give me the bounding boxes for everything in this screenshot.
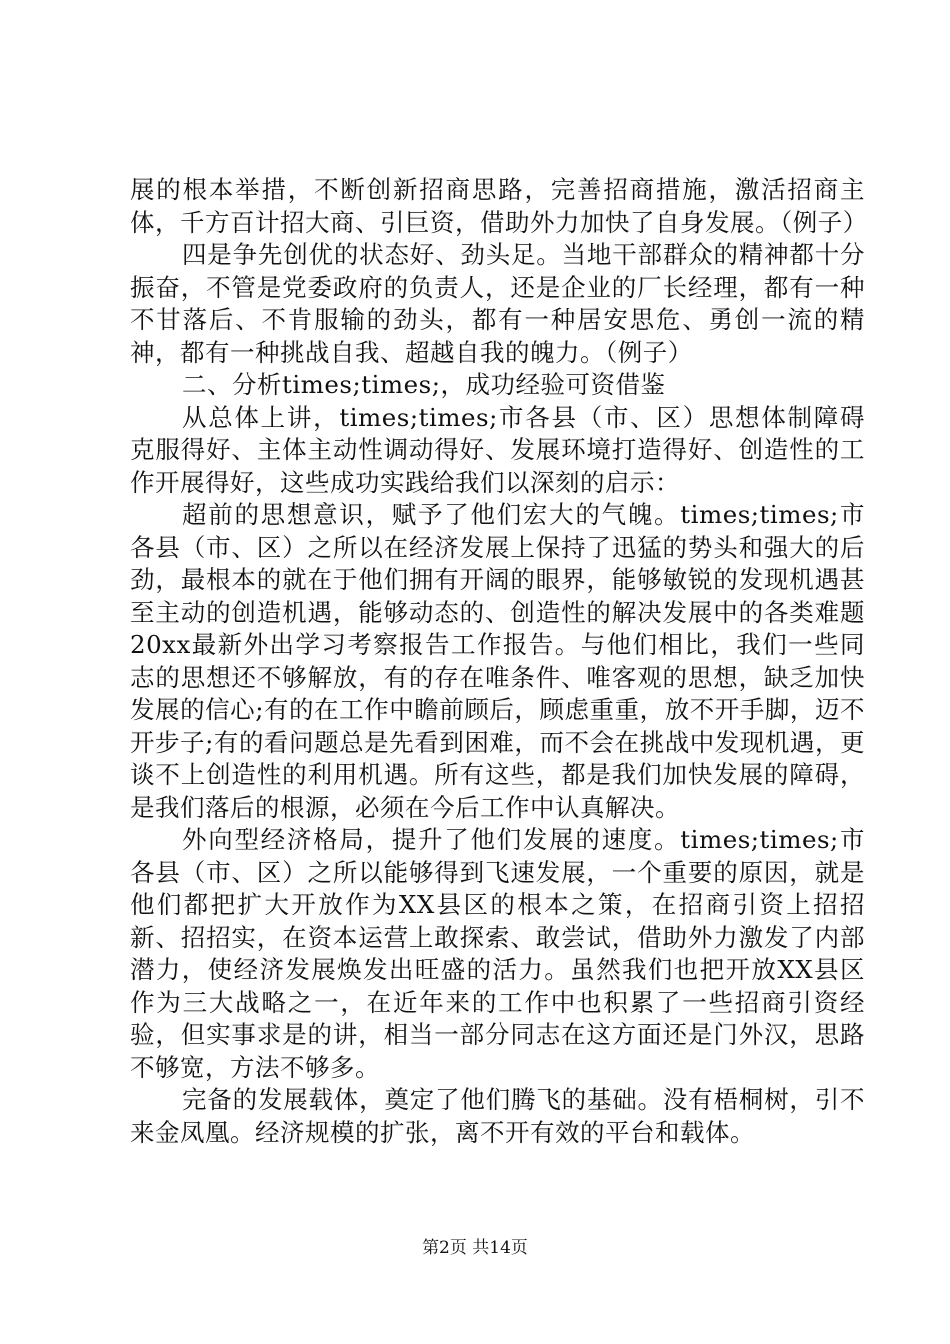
document-body [130, 174, 868, 1149]
paragraph-3: 从总体上讲，times;times;市各县（市、区）思想体制障碍克服得好、主体主动性调动得好、发展环境打造得好、创造性的工作开展得好，这些成功实践给我们以深刻的启示： [130, 402, 865, 497]
paragraph-1: 展的根本举措，不断创新招商思路，完善招商措施，激活招商主体，千方百计招大商、引巨资，借助外力加快了自身发展。（例子） [130, 175, 868, 237]
page-number-footer: 第2页 共14页 [422, 1238, 528, 1258]
section-heading: 二、分析times;times;，成功经验可资借鉴 [182, 370, 666, 399]
paragraph-4: 超前的思想意识，赋予了他们宏大的气魄。times;times;市各县（市、区）之所以在经济发展上保持了迅猛的势头和强大的后劲，最根本的就在于他们拥有开阔的眼界，能够敏锐的发现机遇甚至主动的创造机遇，能够动态的、创造性的解决发展中的各类难题20xx最新外出学习考察报告工作报告。与他们相比，我们一些同志的思想还不够解放，有的存在唯条件、唯客观的思想，缺乏加快发展的信心;有的在工作中瞻前顾后，顾虑重重，放不开手脚，迈不开步子;有的看问题总是先看到困难，而不会在挑战中发现机遇，更谈不上创造性的利用机遇。所有这些，都是我们加快发展的障碍，是我们落后的根源，必须在今后工作中认真解决。 [130, 500, 865, 822]
paragraph-5: 外向型经济格局，提升了他们发展的速度。times;times;市各县（市、区）之所以能够得到飞速发展，一个重要的原因，就是他们都把扩大开放作为XX县区的根本之策，在招商引资上招招新、招招实，在资本运营上敢探索、敢尝试，借助外力激发了内部潜力，使经济发展焕发出旺盛的活力。虽然我们也把开放XX县区作为三大战略之一，在近年来的工作中也积累了一些招商引资经验，但实事求是的讲，相当一部分同志在这方面还是门外汉，思路不够宽，方法不够多。 [130, 825, 865, 1082]
paragraph-6: 完备的发展载体，奠定了他们腾飞的基础。没有梧桐树，引不来金凤凰。经济规模的扩张，离不开有效的平台和载体。 [130, 1085, 865, 1147]
paragraph-2: 四是争先创优的状态好、劲头足。当地干部群众的精神都十分振奋，不管是党委政府的负责人，还是企业的厂长经理，都有一种不甘落后、不肯服输的劲头，都有一种居安思危、勇创一流的精神，都有一种挑战自我、超越自我的魄力。（例子） [130, 240, 865, 367]
